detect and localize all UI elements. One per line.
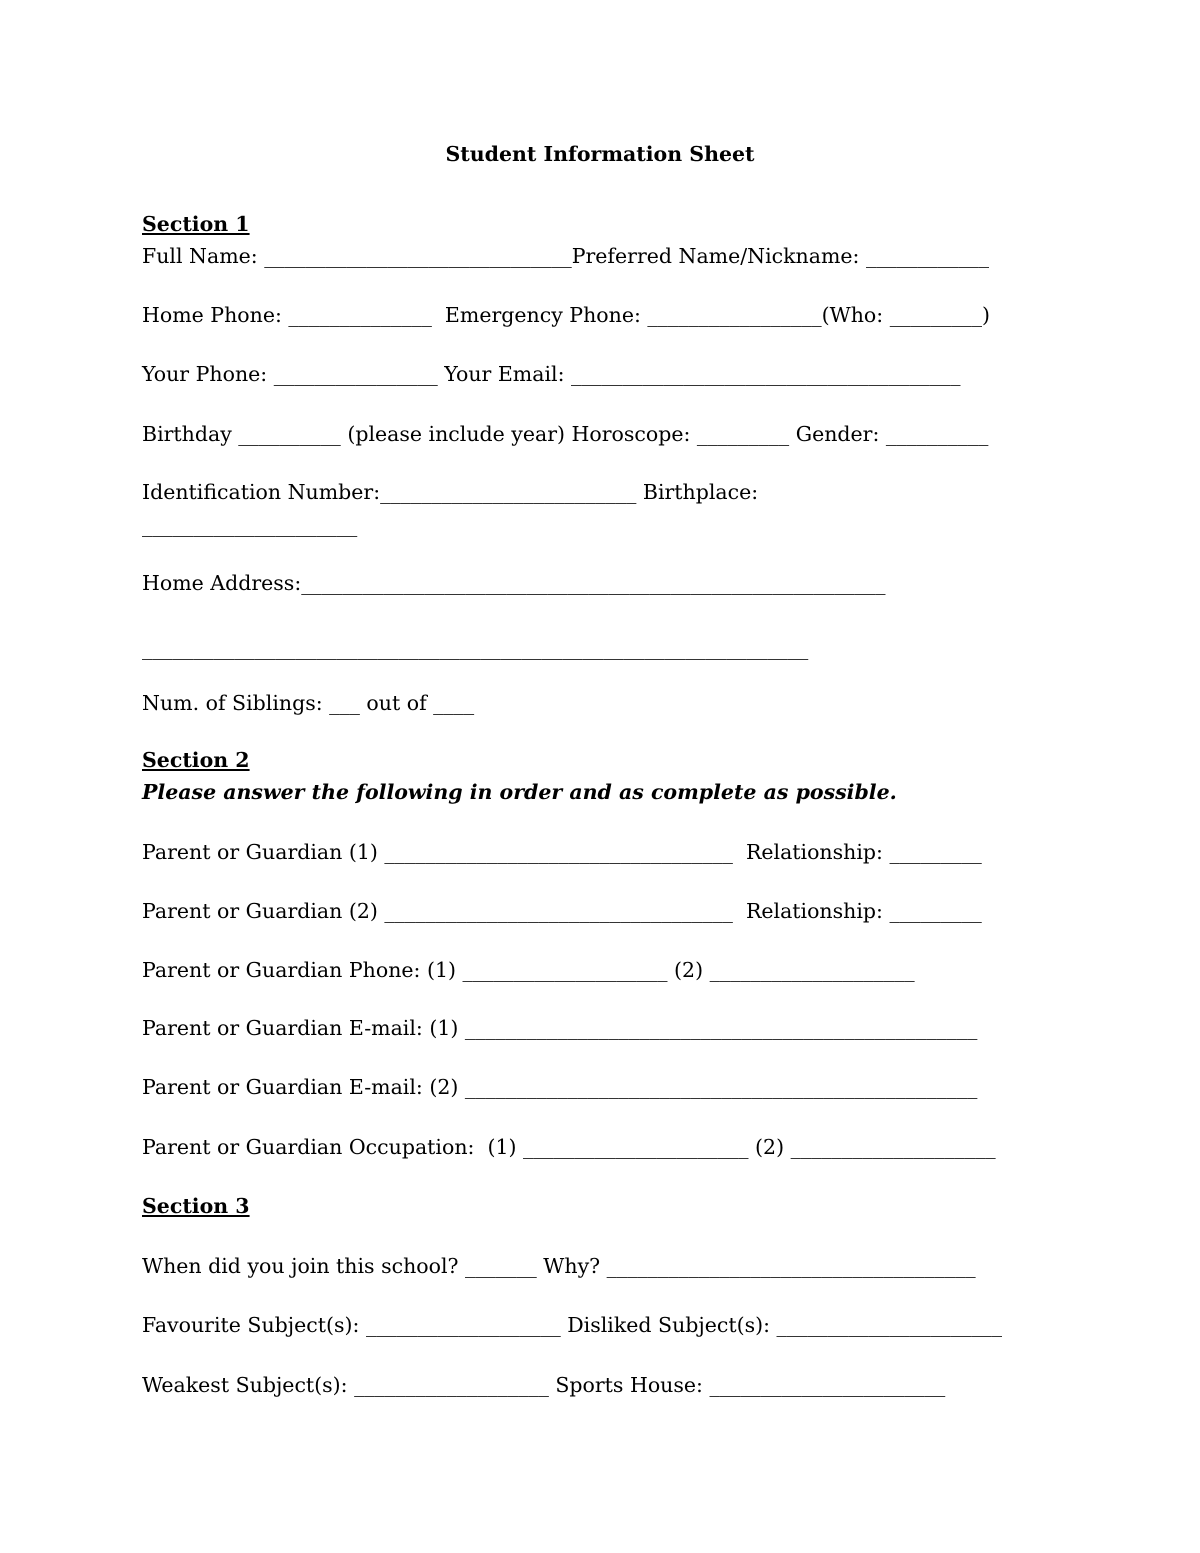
home-address-second-line: _________________________________________________________________ [142, 636, 809, 660]
full-name-line: Full Name: ______________________________Preferred Name/Nickname: ____________ [142, 244, 989, 268]
join-school-line: When did you join this school? _______ Why? ____________________________________ [142, 1254, 976, 1278]
section-2-instruction: Please answer the following in order and as complete as possible. [142, 780, 897, 804]
parent-email-1-line: Parent or Guardian E-mail: (1) __________________________________________________ [142, 1016, 978, 1040]
birthplace-blank-line: _____________________ [142, 513, 358, 537]
home-address-line: Home Address:_________________________________________________________ [142, 571, 886, 595]
your-contact-line: Your Phone: ________________ Your Email: ______________________________________ [142, 362, 961, 386]
phone-line: Home Phone: ______________ Emergency Phone: _________________(Who: _________) [142, 303, 990, 327]
section-3-heading: Section 3 [142, 1194, 250, 1218]
siblings-line: Num. of Siblings: ___ out of ____ [142, 691, 475, 715]
birthday-line: Birthday __________ (please include year) Horoscope: _________ Gender: __________ [142, 422, 989, 446]
section-1-heading: Section 1 [142, 212, 250, 236]
weakest-subject-line: Weakest Subject(s): ___________________ Sports House: _______________________ [142, 1373, 946, 1397]
parent-occupation-line: Parent or Guardian Occupation: (1) ______________________ (2) ____________________ [142, 1135, 996, 1159]
subjects-line: Favourite Subject(s): ___________________ Disliked Subject(s): ______________________ [142, 1313, 1003, 1337]
document-title: Student Information Sheet [445, 142, 755, 166]
parent-email-2-line: Parent or Guardian E-mail: (2) __________________________________________________ [142, 1075, 978, 1099]
parent-1-line: Parent or Guardian (1) __________________________________ Relationship: _________ [142, 840, 982, 864]
parent-phone-line: Parent or Guardian Phone: (1) ____________________ (2) ____________________ [142, 958, 915, 982]
parent-2-line: Parent or Guardian (2) __________________________________ Relationship: _________ [142, 899, 982, 923]
section-2-heading: Section 2 [142, 748, 250, 772]
identification-line: Identification Number:_________________________ Birthplace: [142, 480, 759, 504]
